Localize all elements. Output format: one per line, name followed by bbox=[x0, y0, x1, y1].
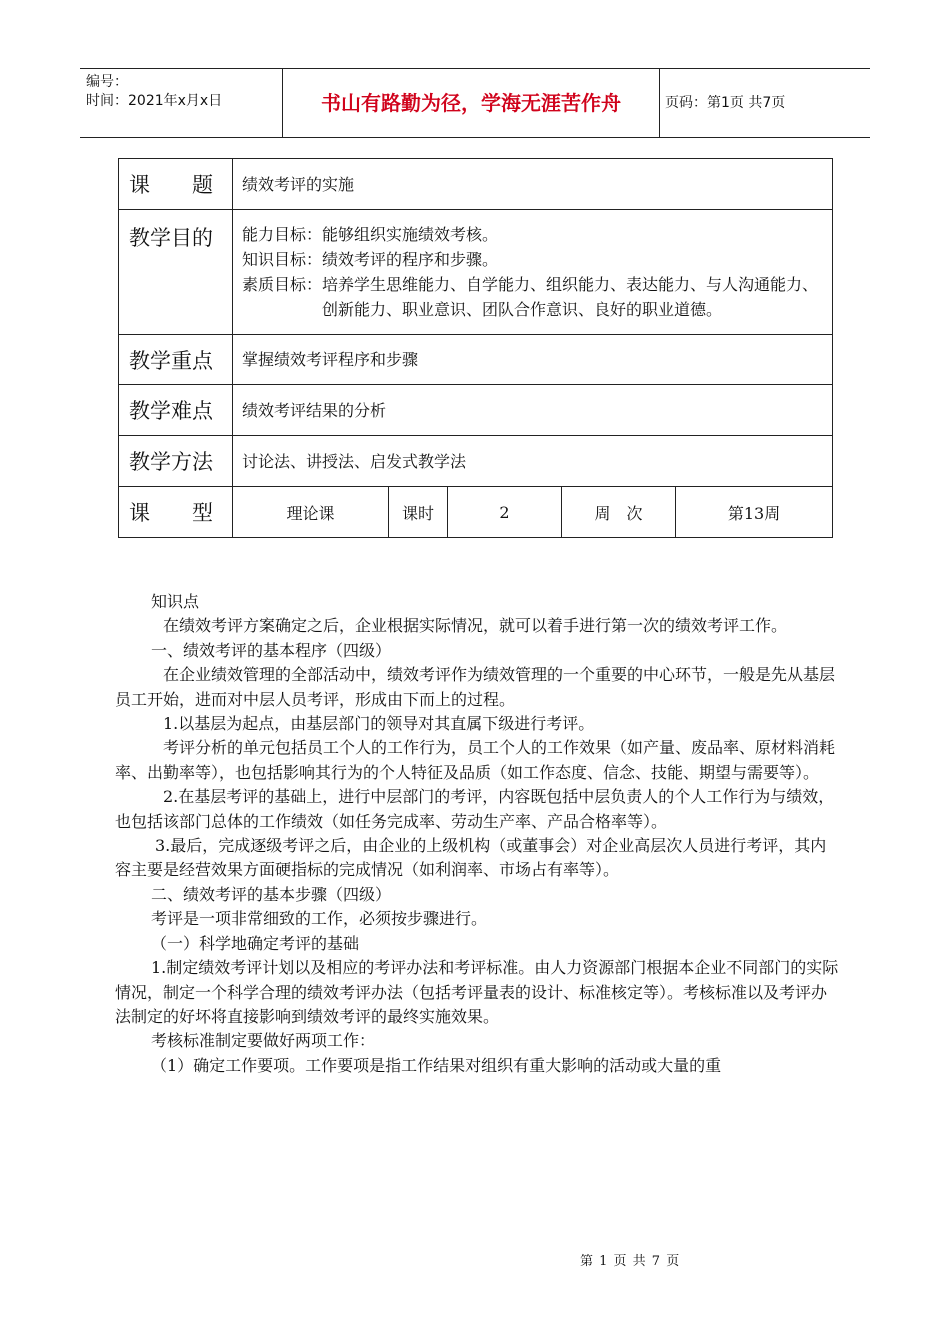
header-meta bbox=[86, 73, 222, 111]
week-label: 周 次 bbox=[562, 487, 676, 538]
paragraph: （1）确定工作要项。工作要项是指工作结果对组织有重大影响的活动或大量的重 bbox=[151, 1055, 722, 1075]
paragraph: 1.以基层为起点，由基层部门的领导对其直属下级进行考评。 bbox=[163, 714, 595, 734]
paragraph: 2.在基层考评的基础上，进行中层部门的考评，内容既包括中层负责人的个人工作行为与绩效，也包括该部门总体的工作绩效（如任务完成率、劳动生产率、产品合格率等）。 bbox=[115, 787, 835, 831]
serial-label: 编号： bbox=[86, 74, 128, 90]
header-motto: 书山有路勤为径，学海无涯苦作舟 bbox=[321, 91, 621, 115]
topic-label: 课 题 bbox=[119, 159, 233, 210]
paragraph: 在企业绩效管理的全部活动中，绩效考评作为绩效管理的一个重要的中心环节，一般是先从基层员工开始，进而对中层人员考评，形成由下而上的过程。 bbox=[115, 665, 836, 709]
table-row bbox=[119, 385, 833, 436]
goal-text: 培养学生思维能力、自学能力、组织能力、表达能力、与人沟通能力、创新能力、职业意识、团队合作意识、良好的职业道德。 bbox=[322, 274, 819, 319]
table-row bbox=[119, 335, 833, 385]
paragraph: 考评分析的单元包括员工个人的工作行为，员工个人的工作效果（如产量、废品率、原材料消耗率、出勤率等），也包括影响其行为的个人特征及品质（如工作态度、信念、技能、期望与需要等）。 bbox=[115, 738, 836, 782]
goal-quality bbox=[242, 272, 822, 322]
table-row bbox=[119, 210, 833, 335]
week-value: 第13周 bbox=[676, 487, 833, 538]
goal-key: 素质目标： bbox=[242, 274, 323, 294]
lesson-body bbox=[115, 590, 839, 1078]
type-value: 理论课 bbox=[233, 487, 389, 538]
page-header bbox=[80, 68, 870, 138]
table-row bbox=[119, 159, 833, 210]
hours-value: 2 bbox=[448, 487, 562, 538]
goal-text: 绩效考评的程序和步骤。 bbox=[322, 249, 499, 269]
goal-knowledge bbox=[242, 247, 822, 272]
date-label: 时间：2021年x月x日 bbox=[86, 93, 223, 109]
paragraph: 考核标准制定要做好两项工作： bbox=[151, 1031, 376, 1051]
paragraph: 1.制定绩效考评计划以及相应的考评办法和考评标准。由人力资源部门根据本企业不同部门的实际情况，制定一个科学合理的绩效考评办法（包括考评量表的设计、标准核定等）。考核标准以及考评办法制定的好坏将直接影响到绩效考评的最终实施效果。 bbox=[115, 958, 839, 1026]
header-page-info: 页码：第1页 共7页 bbox=[665, 95, 786, 111]
section-label: 知识点 bbox=[151, 592, 200, 611]
table-row bbox=[119, 487, 833, 538]
heading-procedure: 一、绩效考评的基本程序（四级） bbox=[151, 640, 392, 660]
goal-text: 能够组织实施绩效考核。 bbox=[322, 224, 499, 244]
table-row bbox=[119, 436, 833, 487]
purpose-label: 教学目的 bbox=[119, 210, 233, 335]
difficulty-value: 绩效考评结果的分析 bbox=[233, 385, 833, 436]
lesson-info-table bbox=[118, 158, 833, 538]
paragraph: 在绩效考评方案确定之后，企业根据实际情况，就可以着手进行第一次的绩效考评工作。 bbox=[163, 616, 788, 636]
purpose-value bbox=[233, 210, 833, 335]
key-point-label: 教学重点 bbox=[119, 335, 233, 385]
paragraph: 考评是一项非常细致的工作，必须按步骤进行。 bbox=[151, 909, 488, 929]
topic-value: 绩效考评的实施 bbox=[233, 159, 833, 210]
difficulty-label: 教学难点 bbox=[119, 385, 233, 436]
method-label: 教学方法 bbox=[119, 436, 233, 487]
method-value: 讨论法、讲授法、启发式教学法 bbox=[233, 436, 833, 487]
subheading: （一）科学地确定考评的基础 bbox=[151, 933, 360, 953]
goal-ability bbox=[242, 222, 822, 247]
key-point-value: 掌握绩效考评程序和步骤 bbox=[233, 335, 833, 385]
goal-key: 能力目标： bbox=[242, 224, 323, 244]
heading-steps: 二、绩效考评的基本步骤（四级） bbox=[151, 884, 392, 904]
hours-label: 课时 bbox=[389, 487, 448, 538]
goal-key: 知识目标： bbox=[242, 249, 323, 269]
header-divider bbox=[659, 69, 660, 137]
type-label: 课 型 bbox=[119, 487, 233, 538]
page-footer: 第 1 页 共 7 页 bbox=[580, 1254, 681, 1269]
paragraph: 3.最后，完成逐级考评之后，由企业的上级机构（或董事会）对企业高层次人员进行考评，其内容主要是经营效果方面硬指标的完成情况（如利润率、市场占有率等）。 bbox=[115, 836, 827, 880]
